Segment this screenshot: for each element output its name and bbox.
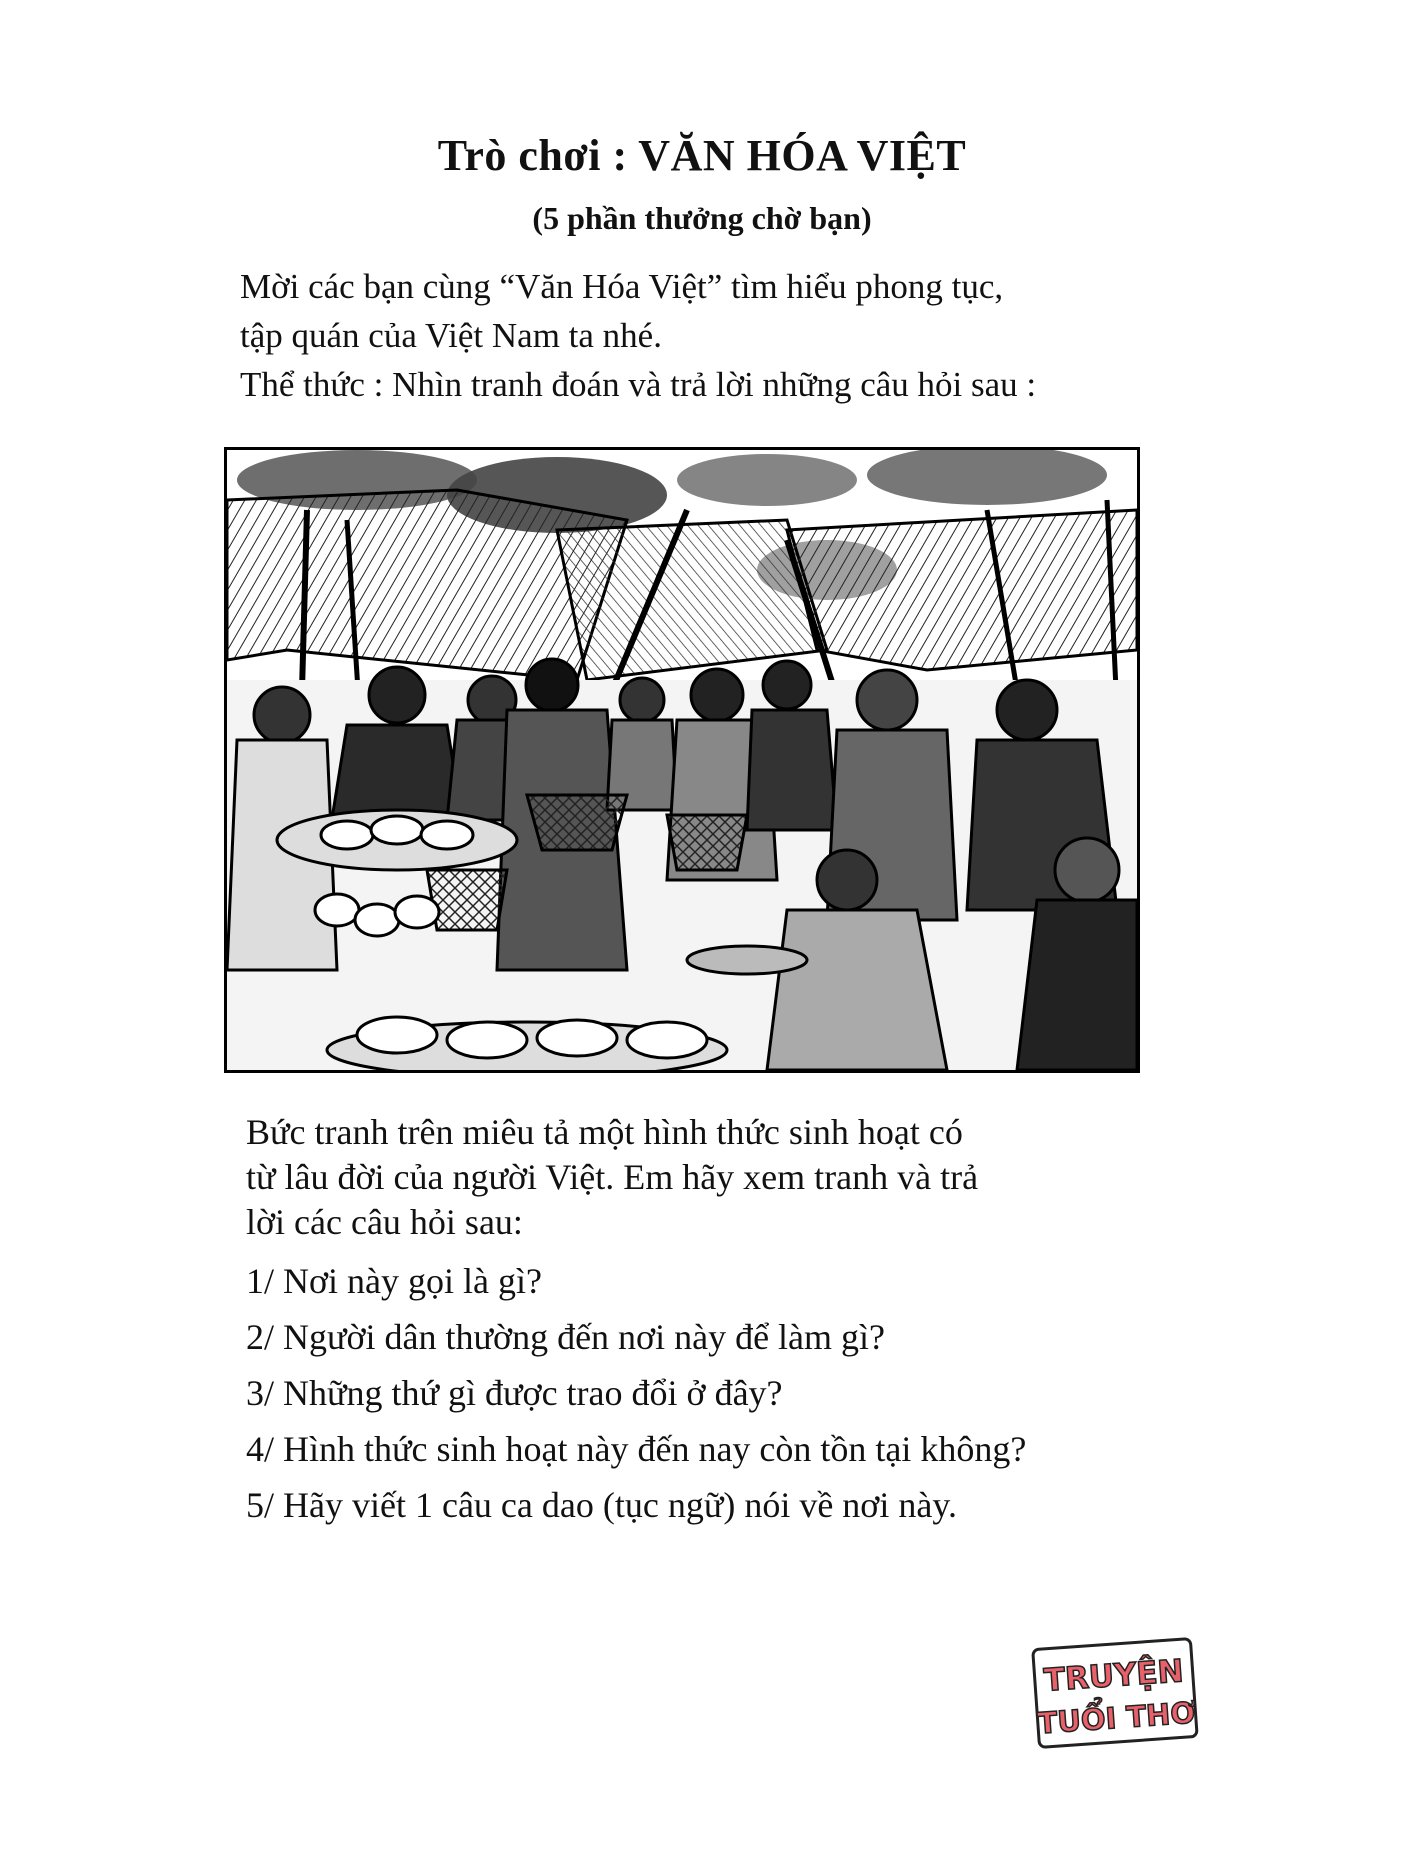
intro-line: tập quán của Việt Nam ta nhé. <box>240 316 662 355</box>
lead-line: từ lâu đời của người Việt. Em hãy xem tranh và trả <box>246 1157 979 1197</box>
intro-paragraph <box>240 262 1140 409</box>
market-scene-drawing <box>227 450 1137 1070</box>
question-item: 1/ Nơi này gọi là gì? <box>246 1261 542 1301</box>
logo-text-line: TRUYỆN <box>1042 1653 1185 1699</box>
page-title: Trò chơi : VĂN HÓA VIỆT <box>437 131 967 180</box>
page-subtitle: (5 phần thưởng chờ bạn) <box>532 200 872 236</box>
logo-text-line: TUỔI THƠ <box>1036 1695 1197 1741</box>
question-item: 5/ Hãy viết 1 câu ca dao (tục ngữ) nói về nơi này. <box>246 1485 957 1525</box>
question-item: 4/ Hình thức sinh hoạt này đến nay còn tồn tại không? <box>246 1429 1027 1469</box>
questions-section <box>246 1110 1146 1533</box>
intro-line: Mời các bạn cùng “Văn Hóa Việt” tìm hiểu phong tục, <box>240 267 1004 306</box>
truyen-tuoi-tho-logo <box>1026 1634 1203 1754</box>
question-item: 2/ Người dân thường đến nơi này để làm gì? <box>246 1317 886 1357</box>
lead-line: Bức tranh trên miêu tả một hình thức sinh hoạt có <box>246 1112 963 1152</box>
instructions-line: Thể thức : Nhìn tranh đoán và trả lời những câu hỏi sau : <box>240 365 1037 404</box>
question-item: 3/ Những thứ gì được trao đổi ở đây? <box>246 1373 783 1413</box>
lead-paragraph <box>246 1110 1146 1245</box>
market-scene-illustration <box>224 447 1140 1073</box>
logo-icon <box>1026 1634 1203 1754</box>
lead-line: lời các câu hỏi sau: <box>246 1202 523 1242</box>
